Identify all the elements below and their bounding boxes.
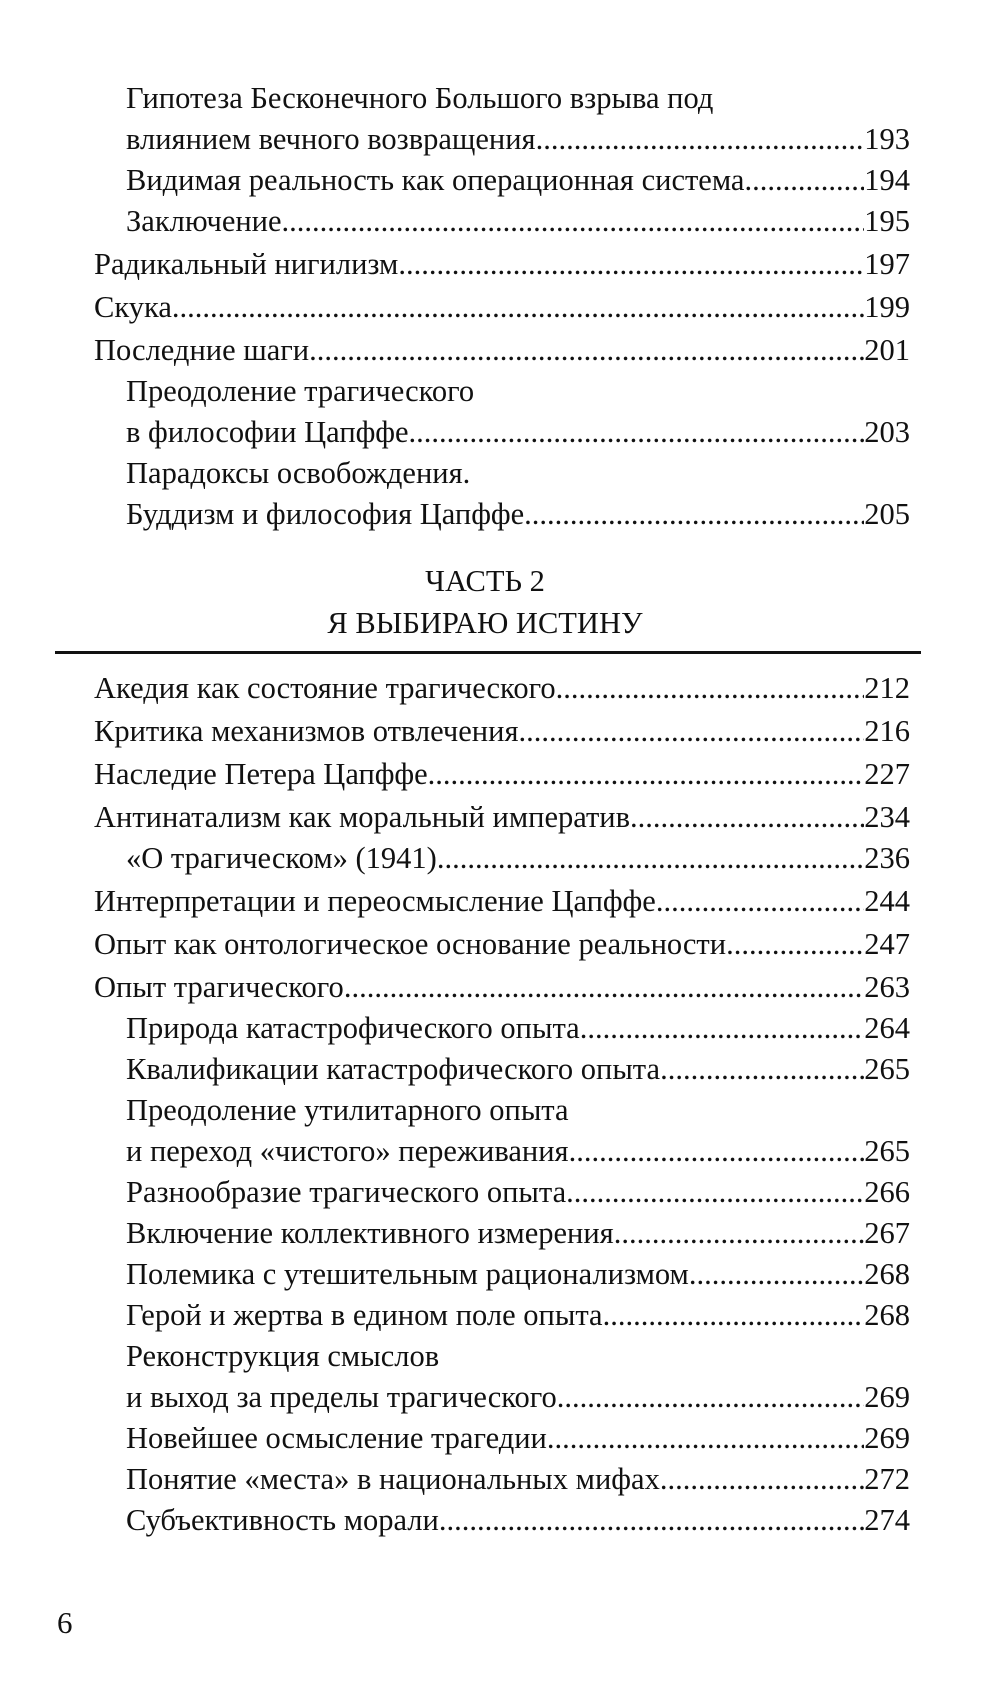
- dot-leader: [309, 330, 864, 371]
- toc-entry-title: Новейшее осмысление трагедии: [126, 1421, 547, 1455]
- toc-entry-page: 205: [864, 497, 910, 531]
- toc-entry-page: 197: [864, 247, 910, 281]
- toc-entry-line: [94, 924, 910, 965]
- part-heading: [50, 560, 920, 644]
- dot-leader: [614, 1213, 865, 1254]
- part-number: ЧАСТЬ 2: [425, 564, 545, 598]
- dot-leader: [656, 881, 864, 922]
- toc-entry-title: Антинатализм как моральный императив: [94, 800, 631, 834]
- dot-leader: [409, 412, 865, 453]
- dot-leader: [172, 287, 864, 328]
- toc-entry-line: [94, 797, 910, 838]
- dot-leader: [569, 1131, 865, 1172]
- dot-leader: [518, 711, 864, 752]
- toc-entry-line: [94, 754, 910, 795]
- toc-entry: [94, 668, 910, 709]
- toc-entry-line: [126, 201, 910, 242]
- toc-entry-page: 268: [864, 1257, 910, 1291]
- dot-leader: [282, 201, 865, 242]
- toc-entry-title-line: Парадоксы освобождения.: [126, 456, 471, 490]
- toc-entry: [94, 754, 910, 795]
- toc-entry-page: 227: [864, 757, 910, 791]
- toc-entry-line: [94, 881, 910, 922]
- toc-entry-title: Природа катастрофического опыта: [126, 1011, 580, 1045]
- dot-leader: [603, 1295, 865, 1336]
- dot-leader: [557, 1377, 864, 1418]
- toc-entry-title: Герой и жертва в едином поле опыта: [126, 1298, 603, 1332]
- toc-entry-page: 269: [864, 1380, 910, 1414]
- dot-leader: [566, 1172, 864, 1213]
- dot-leader: [344, 967, 864, 1008]
- toc-entry-page: 236: [864, 841, 910, 875]
- toc-entry-title: Квалификации катастрофического опыта: [126, 1052, 661, 1086]
- toc-entry-page: 267: [864, 1216, 910, 1250]
- toc-entry-line: [94, 711, 910, 752]
- toc-entry-page: 264: [864, 1011, 910, 1045]
- toc-entry-page: 199: [864, 290, 910, 324]
- toc-entry-line: [126, 838, 910, 879]
- toc-entry: [94, 1090, 910, 1172]
- toc-entry-title: Включение коллективного измерения: [126, 1216, 614, 1250]
- toc-entry-title: Видимая реальность как операционная система: [126, 163, 745, 197]
- toc-entry: [94, 78, 910, 160]
- dot-leader: [524, 494, 864, 535]
- toc-entry-title: Скука: [94, 290, 172, 324]
- toc-entry-line: [94, 967, 910, 1008]
- toc-entry: [94, 330, 910, 371]
- toc-entry-title: Радикальный нигилизм: [94, 247, 399, 281]
- toc-entry-page: 234: [864, 800, 910, 834]
- toc-entry-line: [126, 1254, 910, 1295]
- dot-leader: [660, 1459, 864, 1500]
- toc-entry-title: в философии Цапффе: [126, 415, 409, 449]
- toc-entry-page: 247: [864, 927, 910, 961]
- toc-entry: [94, 838, 910, 879]
- toc-entry: [94, 797, 910, 838]
- toc-entry: [94, 1418, 910, 1459]
- toc-entry-title: Критика механизмов отвлечения: [94, 714, 519, 748]
- toc-entry: [94, 881, 910, 922]
- toc-entry-title: Заключение: [126, 204, 282, 238]
- page-number: 6: [57, 1605, 73, 1640]
- toc-entry: [94, 160, 910, 201]
- toc-entry: [94, 1049, 910, 1090]
- toc-entry: [94, 1213, 910, 1254]
- toc-entry-title: и переход «чистого» переживания: [126, 1134, 569, 1168]
- toc-entry-title: Наследие Петера Цапффе: [94, 757, 428, 791]
- toc-entry-line: [126, 1049, 910, 1090]
- toc-entry-title: «О трагическом» (1941): [126, 841, 437, 875]
- toc-entry-line: [126, 1459, 910, 1500]
- dot-leader: [689, 1254, 864, 1295]
- toc-entry-title-line: Реконструкция смыслов: [126, 1339, 440, 1373]
- toc-entry-page: 212: [864, 671, 910, 705]
- dot-leader: [439, 1500, 864, 1541]
- dot-leader: [547, 1418, 864, 1459]
- toc-entry-line: [126, 1295, 910, 1336]
- toc-entry-title: Опыт как онтологическое основание реальности: [94, 927, 727, 961]
- toc-entry: [94, 371, 910, 453]
- toc-entry: [94, 1336, 910, 1418]
- toc-entry-title: Субъективность морали: [126, 1503, 439, 1537]
- toc-entry-title: влиянием вечного возвращения: [126, 122, 536, 156]
- toc-entry-page: 193: [864, 122, 910, 156]
- toc-entry-page: 195: [864, 204, 910, 238]
- toc-entry-page: 268: [864, 1298, 910, 1332]
- toc-entry: [94, 967, 910, 1008]
- dot-leader: [536, 119, 865, 160]
- toc-entry-page: 265: [864, 1052, 910, 1086]
- toc-section-bottom: [94, 666, 910, 1541]
- toc-entry: [94, 244, 910, 285]
- toc-entry-page: 216: [864, 714, 910, 748]
- toc-entry: [94, 201, 910, 242]
- part-divider-rule: [55, 651, 921, 654]
- toc-entry-line: [126, 1008, 910, 1049]
- toc-entry-line: [94, 244, 910, 285]
- toc-entry-line: [126, 494, 910, 535]
- toc-entry-line: [126, 1131, 910, 1172]
- toc-entry-page: 263: [864, 970, 910, 1004]
- toc-entry-line: [94, 330, 910, 371]
- toc-entry: [94, 1008, 910, 1049]
- dot-leader: [726, 924, 864, 965]
- toc-entry-line: [126, 1377, 910, 1418]
- toc-entry-line: [126, 119, 910, 160]
- toc-entry-page: 265: [864, 1134, 910, 1168]
- toc-entry-title: Последние шаги: [94, 333, 310, 367]
- toc-entry-page: 274: [864, 1503, 910, 1537]
- toc-entry-line: [126, 412, 910, 453]
- toc-entry-title-line: Преодоление трагического: [126, 374, 475, 408]
- toc-entry-page: 244: [864, 884, 910, 918]
- toc-entry: [94, 1295, 910, 1336]
- toc-entry: [94, 924, 910, 965]
- toc-entry-line: [94, 287, 910, 328]
- dot-leader: [556, 668, 865, 709]
- toc-entry-title: Полемика с утешительным рационализмом: [126, 1257, 689, 1291]
- toc-entry-title-line: Преодоление утилитарного опыта: [126, 1093, 569, 1127]
- toc-entry: [94, 1172, 910, 1213]
- toc-entry: [94, 453, 910, 535]
- dot-leader: [437, 838, 864, 879]
- toc-entry-page: 266: [864, 1175, 910, 1209]
- dot-leader: [630, 797, 864, 838]
- toc-entry-title: Понятие «места» в национальных мифах: [126, 1462, 660, 1496]
- toc-entry-line: [126, 160, 910, 201]
- toc-entry-page: 201: [864, 333, 910, 367]
- toc-entry-page: 203: [864, 415, 910, 449]
- toc-entry-page: 194: [864, 163, 910, 197]
- toc-entry-line: [126, 1172, 910, 1213]
- dot-leader: [398, 244, 864, 285]
- toc-entry: [94, 711, 910, 752]
- toc-entry: [94, 1254, 910, 1295]
- toc-entry-line: [94, 668, 910, 709]
- dot-leader: [428, 754, 865, 795]
- dot-leader: [660, 1049, 864, 1090]
- toc-entry: [94, 1500, 910, 1541]
- toc-section-top: [94, 78, 910, 535]
- dot-leader: [580, 1008, 865, 1049]
- toc-entry-title: Разнообразие трагического опыта: [126, 1175, 567, 1209]
- toc-entry-title: Интерпретации и переосмысление Цапффе: [94, 884, 656, 918]
- toc-entry-title: Буддизм и философия Цапффе: [126, 497, 525, 531]
- dot-leader: [744, 160, 864, 201]
- toc-entry-title-line: Гипотеза Бесконечного Большого взрыва под: [126, 81, 714, 115]
- toc-entry-line: [126, 1500, 910, 1541]
- toc-entry-title: Акедия как состояние трагического: [94, 671, 556, 705]
- toc-entry: [94, 287, 910, 328]
- toc-entry: [94, 1459, 910, 1500]
- toc-entry-title: Опыт трагического: [94, 970, 344, 1004]
- toc-entry-line: [126, 1418, 910, 1459]
- toc-entry-page: 272: [864, 1462, 910, 1496]
- part-title: Я ВЫБИРАЮ ИСТИНУ: [327, 606, 643, 640]
- toc-entry-line: [126, 1213, 910, 1254]
- toc-entry-title: и выход за пределы трагического: [126, 1380, 557, 1414]
- toc-entry-page: 269: [864, 1421, 910, 1455]
